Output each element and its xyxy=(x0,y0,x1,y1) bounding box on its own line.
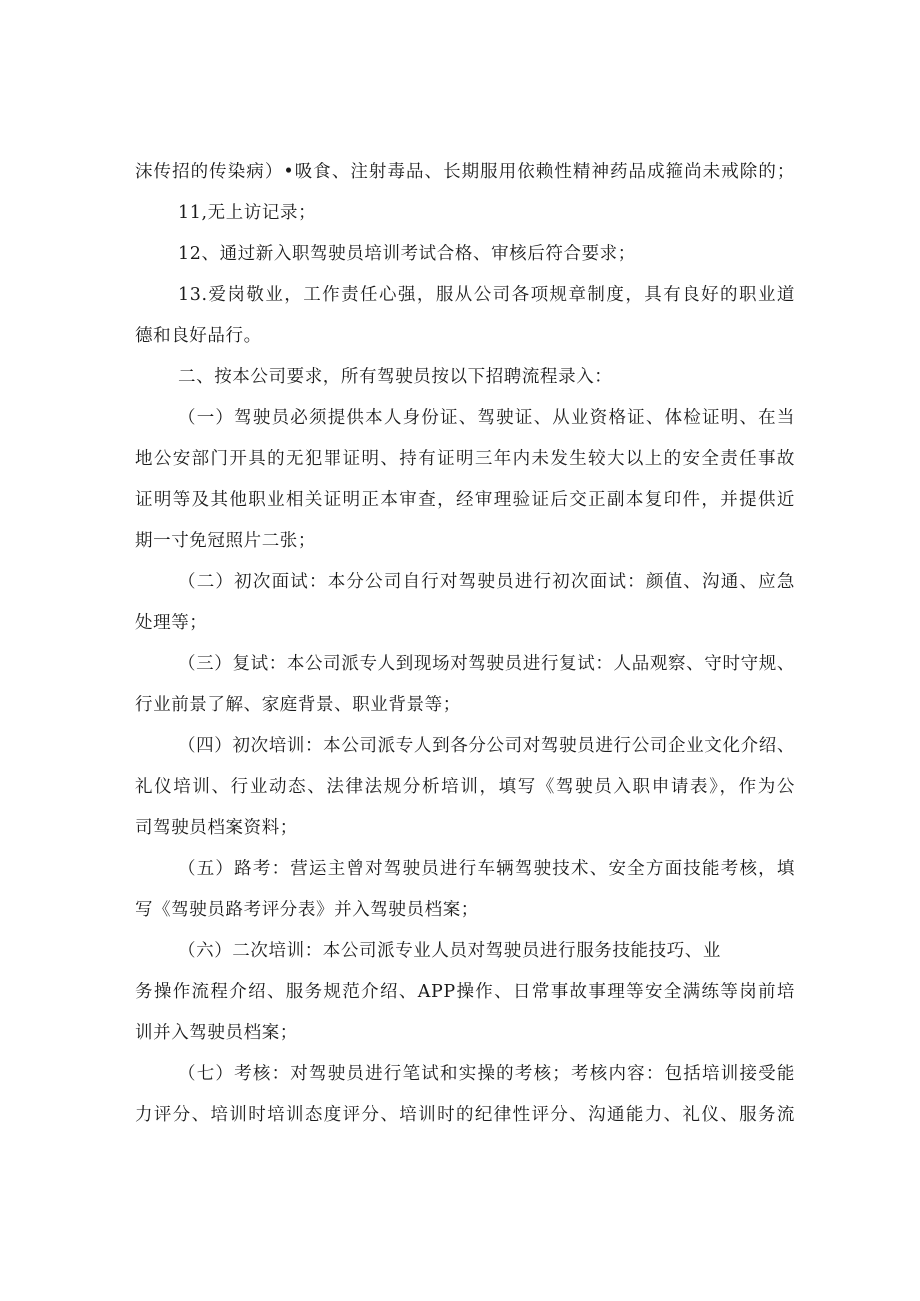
text-line: （五）路考：营运主曾对驾驶员进行车辆驾驶技术、安全方面技能考核，填 xyxy=(178,859,795,879)
text-line: （四）初次培训：本公司派专人到各分公司对驾驶员进行公司企业文化介绍、 xyxy=(178,736,795,756)
text-line: （一）驾驶员必须提供本人身份证、驾驶证、从业资格证、体检证明、在当 xyxy=(178,408,795,428)
text-line: （二）初次面试：本分公司自行对驾驶员进行初次面试：颜值、沟通、应急 xyxy=(178,572,795,592)
text-line: 11,无上访记录； xyxy=(178,203,317,223)
text-line: 期一寸免冠照片二张； xyxy=(135,531,316,551)
text-line: 司驾驶员档案资料； xyxy=(135,818,298,838)
text-line: 力评分、培训时培训态度评分、培训时的纪律性评分、沟通能力、礼仪、服务流 xyxy=(135,1105,795,1125)
document-body xyxy=(135,152,795,1136)
text-line: 礼仪培训、行业动态、法律法规分析培训，填写《驾驶员入职申请表》，作为公 xyxy=(135,777,795,797)
text-line: 二、按本公司要求，所有驾驶员按以下招聘流程录入： xyxy=(178,367,613,387)
text-line: 沫传招的传染病）•吸食、注射毒品、长期服用依赖性精神药品成箍尚未戒除的； xyxy=(135,162,795,182)
text-line: 证明等及其他职业相关证明正本审查，经审理验证后交正副本复印件，并提供近 xyxy=(135,490,795,510)
text-line: 写《驾驶员路考评分表》并入驾驶员档案； xyxy=(135,900,479,920)
text-line: 13.爱岗敬业，工作责任心强，服从公司各项规章制度，具有良好的职业道 xyxy=(178,285,795,305)
text-line: 训并入驾驶员档案； xyxy=(135,1023,298,1043)
text-line: 德和良好品行。 xyxy=(135,326,262,346)
text-line: 处理等； xyxy=(135,613,208,633)
text-line: 行业前景了解、家庭背景、职业背景等； xyxy=(135,695,461,715)
text-line: （七）考核：对驾驶员进行笔试和实操的考核；考核内容：包括培训接受能 xyxy=(178,1064,795,1084)
text-line: 12、通过新入职驾驶员培训考试合格、审核后符合要求； xyxy=(178,244,636,264)
text-line: 地公安部门开具的无犯罪证明、持有证明三年内未发生较大以上的安全责任事故 xyxy=(135,449,795,469)
text-line: （六）二次培训：本公司派专业人员对驾驶员进行服务技能技巧、业 xyxy=(178,941,721,961)
text-line: 务操作流程介绍、服务规范介绍、APP操作、日常事故事理等安全满练等岗前培 xyxy=(135,982,795,1002)
text-line: （三）复试：本公司派专人到现场对驾驶员进行复试：人品观察、守时守规、 xyxy=(178,654,795,674)
